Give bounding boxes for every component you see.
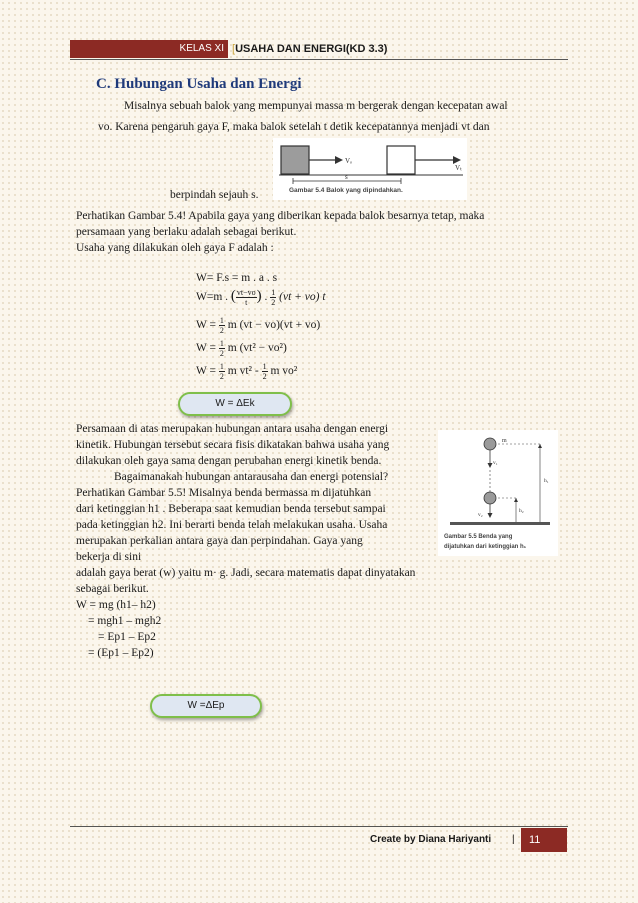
page-number: 11 bbox=[521, 828, 567, 852]
label-h1: h₁ bbox=[544, 478, 549, 484]
para3-line2: kinetik. Hubungan tersebut secara fisis dikatakan bahwa usaha yang bbox=[76, 439, 390, 451]
callout-kinetic: W = ΔEk bbox=[178, 392, 292, 416]
label-v1: v₁ bbox=[493, 460, 498, 466]
eq3-prefix: W = bbox=[196, 319, 217, 332]
para3-line5: Perhatikan Gambar 5.5! Misalnya benda bermassa m dijatuhkan bbox=[76, 487, 372, 499]
para3-line1: Persamaan di atas merupakan hubungan antara usaha dengan energi bbox=[76, 423, 389, 435]
eq2-num: vt−vo bbox=[236, 288, 256, 297]
figure-falling-object bbox=[438, 430, 558, 556]
block-initial bbox=[281, 146, 309, 174]
eq4-half bbox=[219, 339, 225, 358]
para2-line3: Usaha yang dilakukan oleh gaya F adalah : bbox=[76, 242, 274, 254]
para1-line3: berpindah sejauh s. bbox=[170, 189, 259, 201]
pot-line2: = mgh1 – mgh2 bbox=[88, 615, 162, 627]
eq5-suffix: m vo² bbox=[270, 365, 298, 378]
eq5-num2: 1 bbox=[262, 362, 267, 371]
header-rule bbox=[70, 59, 568, 60]
para3-line7: pada ketinggian h2. Ini berarti benda telah melakukan usaha. Usaha bbox=[76, 519, 388, 531]
figure2-caption-line1: Gambar 5.5 Benda yang bbox=[444, 534, 513, 540]
footer-rule bbox=[70, 826, 568, 827]
eq2-suffix: (vt + vo) t bbox=[279, 291, 326, 304]
footer-author: Create by Diana Hariyanti bbox=[370, 834, 492, 845]
eq5-half2 bbox=[262, 362, 268, 381]
header-class-label: KELAS XI bbox=[179, 43, 224, 54]
eq4-prefix: W = bbox=[196, 342, 217, 355]
eq4-num: 1 bbox=[219, 339, 224, 348]
eq-line5 bbox=[196, 362, 297, 381]
para3-line10: adalah gaya berat (w) yaitu m· g. Jadi, secara matematis dapat dinyatakan bbox=[76, 567, 416, 579]
figure-falling-object-drawing bbox=[438, 430, 558, 556]
label-v0: Vₒ bbox=[345, 157, 353, 165]
pot-line4: = (Ep1 – Ep2) bbox=[88, 647, 154, 659]
eq2-fraction bbox=[236, 288, 257, 307]
figure-block-moved-drawing bbox=[273, 138, 467, 200]
eq2-half bbox=[270, 288, 276, 307]
figure2-caption-line2: dijatuhkan dari ketinggian h₁ bbox=[444, 544, 527, 550]
para3-line6: dari ketinggian h1 . Beberapa saat kemudian benda tersebut sampai bbox=[76, 503, 386, 515]
eq2-half-num: 1 bbox=[271, 288, 276, 297]
para3-line8: merupakan perkalian antara gaya dan perpindahan. Gaya yang bbox=[76, 535, 363, 547]
ball-top bbox=[484, 438, 496, 450]
eq-line4 bbox=[196, 339, 287, 358]
para2-line2: persamaan yang berlaku adalah sebagai berikut. bbox=[76, 226, 297, 238]
figure1-caption: Gambar 5.4 Balok yang dipindahkan. bbox=[289, 187, 403, 194]
eq2-dot: . bbox=[264, 291, 268, 304]
para3-line9: bekerja di sini bbox=[76, 551, 142, 563]
eq-line2 bbox=[196, 288, 326, 307]
eq2-lparen: ( bbox=[230, 288, 236, 305]
eq2-half-den: 2 bbox=[271, 298, 276, 307]
eq5-num1: 1 bbox=[219, 362, 224, 371]
ground bbox=[450, 522, 550, 525]
eq5-mid: m vt² - bbox=[227, 365, 259, 378]
label-v2: v₂ bbox=[478, 512, 483, 518]
eq5-den1: 2 bbox=[219, 372, 224, 381]
header-title bbox=[232, 40, 387, 58]
eq4-suffix: m (vt² − vo²) bbox=[227, 342, 287, 355]
eq2-den: t bbox=[245, 298, 248, 307]
eq2-rparen: ) bbox=[256, 288, 262, 305]
footer-separator: | bbox=[512, 834, 515, 845]
section-title: C. Hubungan Usaha dan Energi bbox=[96, 76, 302, 92]
para1-line2: vo. Karena pengaruh gaya F, maka balok setelah t detik kecepatannya menjadi vt dan bbox=[98, 121, 490, 133]
eq3-suffix: m (vt − vo)(vt + vo) bbox=[227, 319, 321, 332]
ball-bottom bbox=[484, 492, 496, 504]
figure-block-moved bbox=[273, 138, 467, 200]
para3-line11: sebagai berikut. bbox=[76, 583, 149, 595]
eq3-num: 1 bbox=[219, 316, 224, 325]
para3-line3: dilakukan oleh gaya sama dengan perubahan energi kinetik benda. bbox=[76, 455, 382, 467]
pot-line1: W = mg (h1– h2) bbox=[76, 599, 156, 611]
header-title-text: USAHA DAN ENERGI(KD 3.3) bbox=[235, 43, 388, 55]
eq-line3 bbox=[196, 316, 320, 335]
eq4-den: 2 bbox=[219, 349, 224, 358]
label-vt: Vₜ bbox=[455, 164, 463, 172]
para2-line1: Perhatikan Gambar 5.4! Apabila gaya yang diberikan kepada balok besarnya tetap, maka bbox=[76, 210, 485, 222]
header-bracket: [ bbox=[232, 43, 236, 55]
callout-potential: W =ΔEp bbox=[150, 694, 262, 718]
label-s: s bbox=[345, 173, 348, 181]
eq5-prefix: W = bbox=[196, 365, 217, 378]
pot-line3: = Ep1 – Ep2 bbox=[98, 631, 156, 643]
eq2-prefix: W=m . bbox=[196, 291, 229, 304]
eq5-den2: 2 bbox=[262, 372, 267, 381]
para1-line1: Misalnya sebuah balok yang mempunyai massa m bergerak dengan kecepatan awal bbox=[124, 100, 508, 112]
eq3-half bbox=[219, 316, 225, 335]
block-final bbox=[387, 146, 415, 174]
para3-line4: Bagaimanakah hubungan antarausaha dan energi potensial? bbox=[114, 471, 389, 483]
eq-line1: W= F.s = m . a . s bbox=[196, 272, 278, 284]
label-m: m bbox=[502, 438, 507, 444]
eq5-half1 bbox=[219, 362, 225, 381]
label-h2: h₂ bbox=[519, 508, 524, 514]
eq3-den: 2 bbox=[219, 326, 224, 335]
